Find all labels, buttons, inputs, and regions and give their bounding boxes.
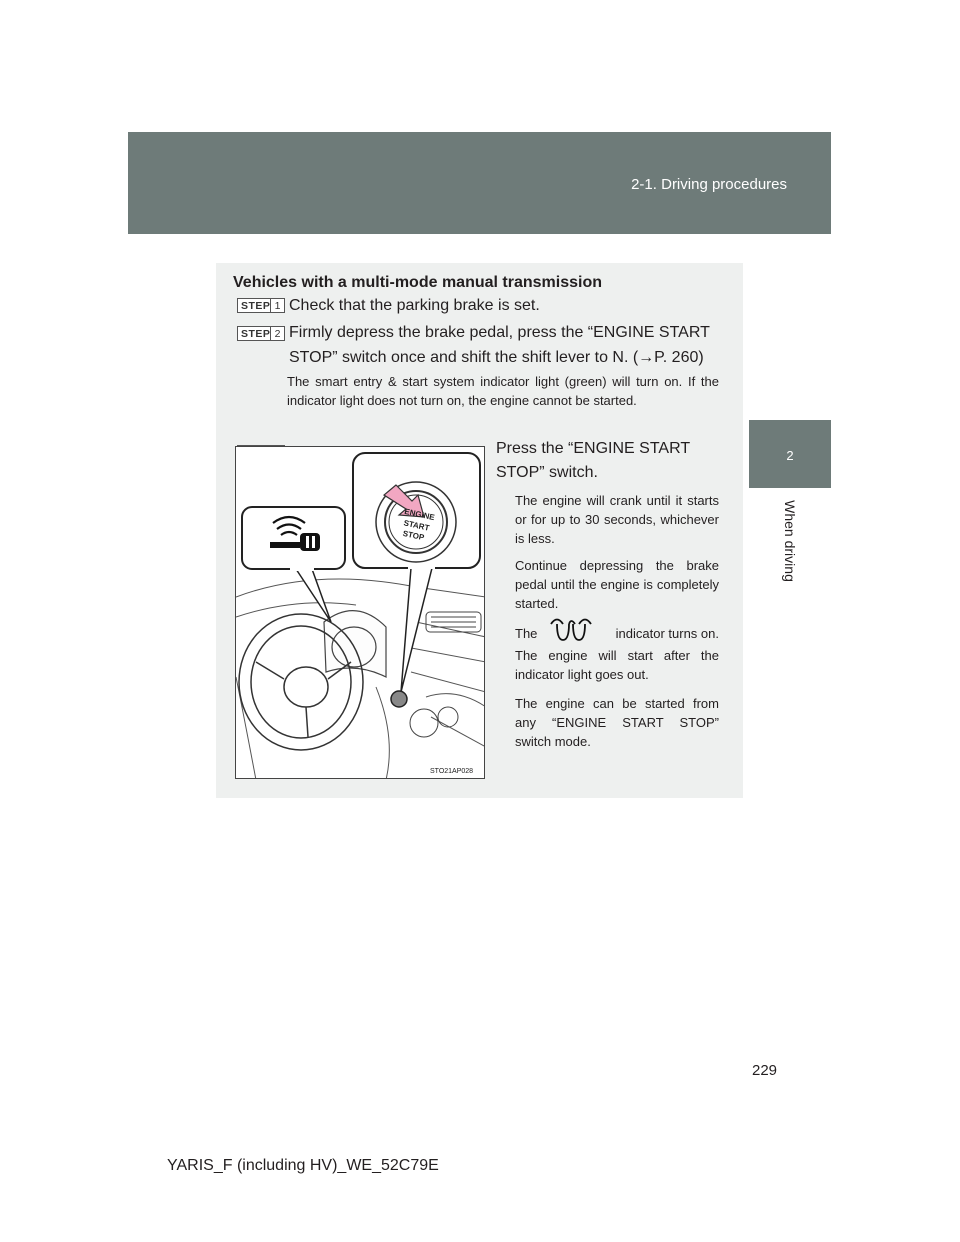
step-1-badge <box>237 298 285 313</box>
indicator-post: indicator turns on. <box>615 626 719 641</box>
engine-start-illustration <box>235 446 485 779</box>
continue-note: Continue depressing the brake pedal until the engine is completely started. <box>515 558 719 611</box>
step-badge-number: 1 <box>270 298 284 313</box>
button-label-stop: STOP <box>402 528 426 543</box>
step-2-text-line1: Firmly depress the brake pedal, press the “ENGINE START <box>289 324 710 341</box>
step-3-text-line2: STOP” switch. <box>496 464 598 481</box>
chapter-label <box>781 496 799 586</box>
step-2-badge <box>237 326 285 341</box>
footer-model-code: YARIS_F (including HV)_WE_52C79E <box>167 1157 439 1174</box>
step-badge-label: STEP <box>241 327 271 340</box>
dashboard-drawing <box>236 447 485 779</box>
illustration-code: STO21AP028 <box>430 768 474 775</box>
section-title: 2-1. Driving procedures <box>631 176 787 193</box>
step-2-note: The smart entry & start system indicator light (green) will turn on. If the indicator light does not turn on, the engine cannot be started. <box>287 374 719 408</box>
chapter-label-text: When driving <box>782 500 798 582</box>
step-badge-number: 2 <box>270 326 284 341</box>
any-mode-note: The engine can be started from any “ENGINE START STOP” switch mode. <box>515 696 719 749</box>
chapter-tab <box>749 420 831 488</box>
crank-note: The engine will crank until it starts or for up to 30 seconds, whichever is less. <box>515 493 719 546</box>
button-label-start: START <box>402 518 431 533</box>
indicator-pre: The <box>515 626 538 641</box>
button-label-engine: ENGINE <box>403 506 436 523</box>
glow-plug-indicator-icon <box>549 616 593 642</box>
step-3-text-line1 <box>496 436 718 461</box>
page-number: 229 <box>752 1062 778 1079</box>
step-1-text: Check that the parking brake is set. <box>289 297 540 314</box>
indicator-line2: The engine will start after the indicator light goes out. <box>515 648 719 682</box>
header-band <box>128 132 831 234</box>
indicator-line <box>515 624 719 643</box>
section-heading: Vehicles with a multi-mode manual transmission <box>233 274 602 291</box>
chapter-number: 2 <box>786 448 794 463</box>
step-badge-label: STEP <box>241 299 271 312</box>
step-3-line1: Press the “ENGINE START <box>496 440 691 457</box>
step-2-text-line2: STOP” switch once and shift the shift lever to N. (→P. 260) <box>289 349 704 366</box>
